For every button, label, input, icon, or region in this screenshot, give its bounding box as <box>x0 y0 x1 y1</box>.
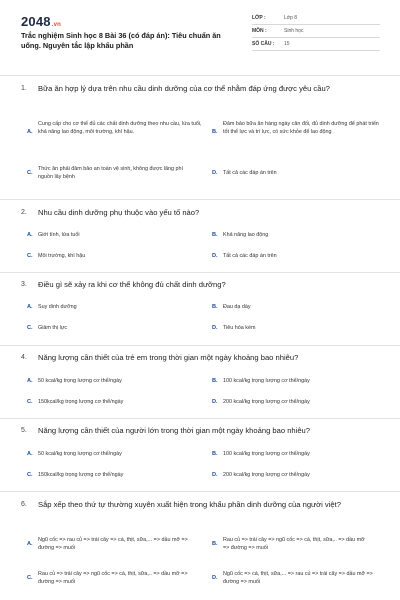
option-text: 150kcal/kg trọng lượng cơ thể/ngày <box>38 399 124 405</box>
question-text: Năng lượng cần thiết của người lớn trong thời gian một ngày khoảng bao nhiêu? <box>38 426 310 435</box>
option-text: Khả năng lao động <box>223 232 269 238</box>
question-block <box>0 272 400 345</box>
option-text: 100 kcal/kg trọng lượng cơ thể/ngày <box>223 378 310 384</box>
option-text: Rau củ => trái cây => ngũ cốc => cá, thịt, sữa,.. => dầu mỡ => đường => muối <box>38 571 188 585</box>
option-text: Suy dinh dưỡng <box>38 304 77 310</box>
option-text: 200 kcal/kg trọng lượng cơ thể/ngày <box>223 399 310 405</box>
option-text: Môi trường, khí hậu <box>38 253 86 259</box>
option-text: Tất cả các đáp án trên <box>223 253 277 259</box>
option-text: Tất cả các đáp án trên <box>223 170 277 176</box>
option-text: 50 kcal/kg trọng lượng cơ thể/ngày <box>38 451 122 457</box>
page-header <box>0 0 400 62</box>
option-letter: C. <box>27 325 33 331</box>
option-letter: B. <box>212 451 218 457</box>
question-number: 6. <box>21 501 27 508</box>
site-logo[interactable] <box>21 14 61 29</box>
option-text: Rau củ => trái cây => ngũ cốc => cá, thịt, sữa,.. => dầu mỡ => đường => muối <box>223 537 365 551</box>
meta-key: LỚP : <box>252 15 266 21</box>
option-letter: A. <box>27 304 33 310</box>
option-letter: D. <box>212 253 218 259</box>
option-letter: A. <box>27 129 33 135</box>
meta-key: MÔN : <box>252 28 267 34</box>
option-letter: C. <box>27 170 33 176</box>
option-letter: B. <box>212 304 218 310</box>
option-text: Thức ăn phải đảm bảo an toàn vệ sinh, không được lãng phí nguồn lây bệnh <box>38 166 184 180</box>
option-letter: D. <box>212 170 218 176</box>
meta-value: Lớp 8 <box>284 15 298 21</box>
question-number: 1. <box>21 85 27 92</box>
option-text: Ngũ cốc => rau củ => trái cây => cá, thịt, sữa,... => dầu mỡ => đường => muối <box>38 537 188 551</box>
option-letter: B. <box>212 129 218 135</box>
option-letter: A. <box>27 541 33 547</box>
option-letter: D. <box>212 575 218 581</box>
option-letter: B. <box>212 378 218 384</box>
meta-value: 15 <box>284 41 290 47</box>
question-block <box>0 418 400 491</box>
option-letter: A. <box>27 232 33 238</box>
option-letter: C. <box>27 472 33 478</box>
question-text: Sắp xếp theo thứ tự thường xuyên xuất hiện trong khẩu phần dinh dưỡng của người việt? <box>38 500 341 509</box>
meta-row-class <box>252 12 380 25</box>
logo-main: 2048 <box>21 14 51 29</box>
logo-suffix: .vn <box>51 22 62 28</box>
option-text: 200 kcal/kg trọng lượng cơ thể/ngày <box>223 472 310 478</box>
option-letter: D. <box>212 472 218 478</box>
option-letter: B. <box>212 232 218 238</box>
question-text: Năng lượng cần thiết của trẻ em trong thời gian một ngày khoảng bao nhiêu? <box>38 353 299 362</box>
question-block <box>0 75 400 204</box>
option-text: Cung cấp cho cơ thể đủ các chất dinh dưỡng theo nhu cầu, lứa tuổi, khả năng lao động, môi trường, khí hậu. <box>38 121 202 135</box>
meta-row-count <box>252 38 380 51</box>
option-text: Đau dạ dày <box>223 304 251 310</box>
option-letter: A. <box>27 451 33 457</box>
question-block <box>0 199 400 272</box>
option-letter: C. <box>27 399 33 405</box>
question-number: 3. <box>21 281 27 288</box>
option-text: Giảm thị lực <box>38 325 68 331</box>
document-title: Trắc nghiệm Sinh học 8 Bài 36 (có đáp án): Tiêu chuẩn ăn uống. Nguyên tắc lập khẩu phần <box>21 31 221 50</box>
meta-key: SỐ CÂU : <box>252 41 275 47</box>
option-text: Giới tính, lứa tuổi <box>38 232 80 238</box>
meta-table <box>252 12 380 51</box>
question-text: Nhu cầu dinh dưỡng phụ thuộc vào yếu tố nào? <box>38 208 200 217</box>
option-text: Đảm bảo bữa ăn hàng ngày cân đối, đủ dinh dưỡng để phát triển tốt thể lực và trí lực, có sức khỏe để lao động <box>223 121 379 135</box>
question-block <box>0 345 400 418</box>
question-text: Bữa ăn hợp lý dựa trên nhu cầu dinh dưỡng của cơ thể nhằm đáp ứng được yêu cầu? <box>38 84 330 93</box>
option-text: 150kcal/kg trọng lượng cơ thể/ngày <box>38 472 124 478</box>
option-letter: A. <box>27 378 33 384</box>
meta-value: Sinh học <box>284 28 304 34</box>
meta-row-subject <box>252 25 380 38</box>
option-letter: D. <box>212 399 218 405</box>
question-text: Điều gì sẽ xảy ra khi cơ thể không đủ chất dinh dưỡng? <box>38 280 226 289</box>
question-block <box>0 491 400 600</box>
option-text: 100 kcal/kg trọng lượng cơ thể/ngày <box>223 451 310 457</box>
question-number: 4. <box>21 354 27 361</box>
option-letter: D. <box>212 325 218 331</box>
question-number: 2. <box>21 209 27 216</box>
option-text: Tiêu hóa kém <box>223 325 256 331</box>
option-letter: C. <box>27 253 33 259</box>
option-letter: C. <box>27 575 33 581</box>
option-letter: B. <box>212 541 218 547</box>
question-number: 5. <box>21 427 27 434</box>
option-text: 50 kcal/kg trọng lượng cơ thể/ngày <box>38 378 122 384</box>
option-text: Ngũ cốc => cá, thịt, sữa,... => rau củ => trái cây => dầu mỡ => đường => muối <box>223 571 373 585</box>
